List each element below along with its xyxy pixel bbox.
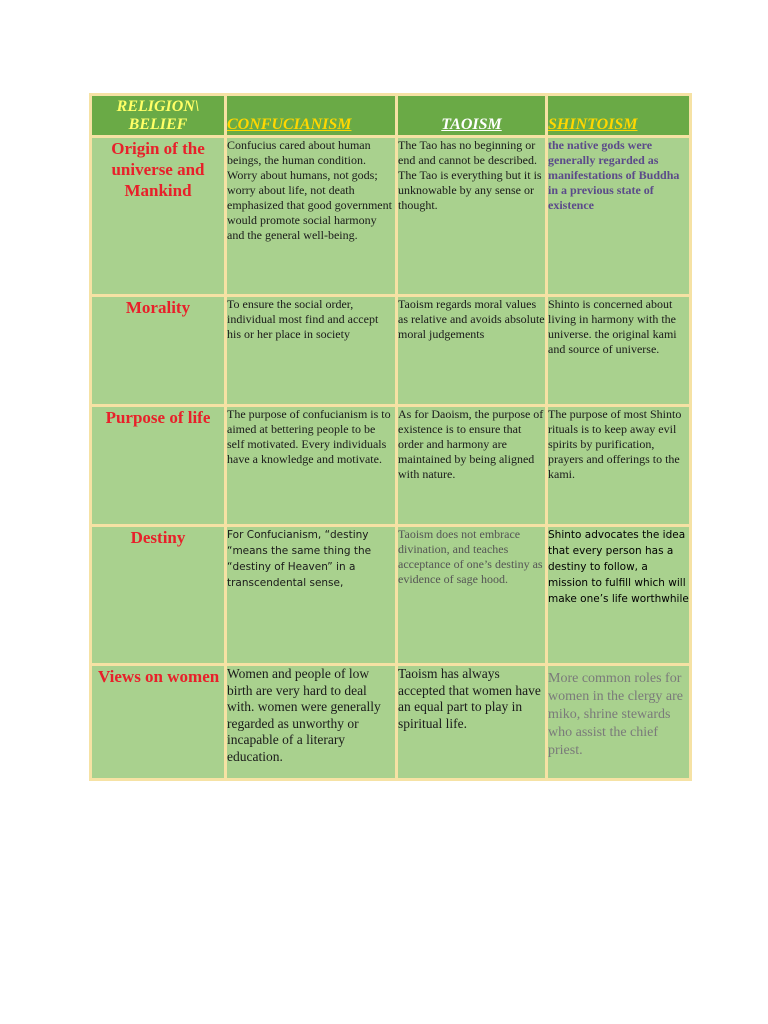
header-belief-line1: RELIGION\ <box>116 98 200 115</box>
cell-confucianism-women: Women and people of low birth are very hard to deal with. women were generally regarded as unworthy or incapable of a literary education. <box>227 666 395 778</box>
table-row <box>92 527 689 663</box>
header-shintoism: SHINTOISM <box>548 96 689 135</box>
cell-shintoism-morality: Shinto is concerned about living in harmony with the universe. the original kami and source of universe. <box>548 297 689 404</box>
cell-confucianism-purpose: The purpose of confucianism is to aimed at bettering people to be self motivated. Every individuals have a knowledge and motivate. <box>227 407 395 524</box>
header-religion-belief <box>92 96 224 135</box>
row-label-views-on-women: Views on women <box>92 666 224 778</box>
row-label-morality: Morality <box>92 297 224 404</box>
table-row <box>92 666 689 778</box>
religion-comparison-table <box>89 93 692 781</box>
cell-taoism-destiny: Taoism does not embrace divination, and teaches acceptance of one’s destiny as evidence of sage hood. <box>398 527 545 663</box>
table-row <box>92 407 689 524</box>
header-taoism: TAOISM <box>398 96 545 135</box>
cell-shintoism-origin: the native gods were generally regarded as manifestations of Buddha in a previous state of existence <box>548 138 689 294</box>
cell-confucianism-destiny: For Confucianism, “destiny “means the same thing the “destiny of Heaven” in a transcendental sense, <box>227 527 395 663</box>
cell-confucianism-origin: Confucius cared about human beings, the human condition. Worry about humans, not gods; worry about life, not death emphasized that good government would promote social harmony and the general well-being. <box>227 138 395 294</box>
cell-taoism-morality: Taoism regards moral values as relative and avoids absolute moral judgements <box>398 297 545 404</box>
table-row <box>92 297 689 404</box>
table-row <box>92 138 689 294</box>
row-label-origin: Origin of the universe and Mankind <box>92 138 224 294</box>
row-label-purpose-of-life: Purpose of life <box>92 407 224 524</box>
cell-taoism-purpose: As for Daoism, the purpose of existence is to ensure that order and harmony are maintained by being aligned with nature. <box>398 407 545 524</box>
table-header-row <box>92 96 689 135</box>
cell-taoism-origin: The Tao has no beginning or end and cannot be described. The Tao is everything but it is unknowable by any sense or thought. <box>398 138 545 294</box>
cell-confucianism-morality: To ensure the social order, individual most find and accept his or her place in society <box>227 297 395 404</box>
header-belief-line2: BELIEF <box>128 116 188 133</box>
cell-taoism-women: Taoism has always accepted that women have an equal part to play in spiritual life. <box>398 666 545 778</box>
cell-shintoism-purpose: The purpose of most Shinto rituals is to keep away evil spirits by purification, prayers and offerings to the kami. <box>548 407 689 524</box>
row-label-destiny: Destiny <box>92 527 224 663</box>
cell-shintoism-destiny: Shinto advocates the idea that every person has a destiny to follow, a mission to fulfill which will make one’s life worthwhile <box>548 527 689 663</box>
cell-shintoism-women: More common roles for women in the clergy are miko, shrine stewards who assist the chief priest. <box>548 666 689 778</box>
header-confucianism: CONFUCIANISM <box>227 96 395 135</box>
